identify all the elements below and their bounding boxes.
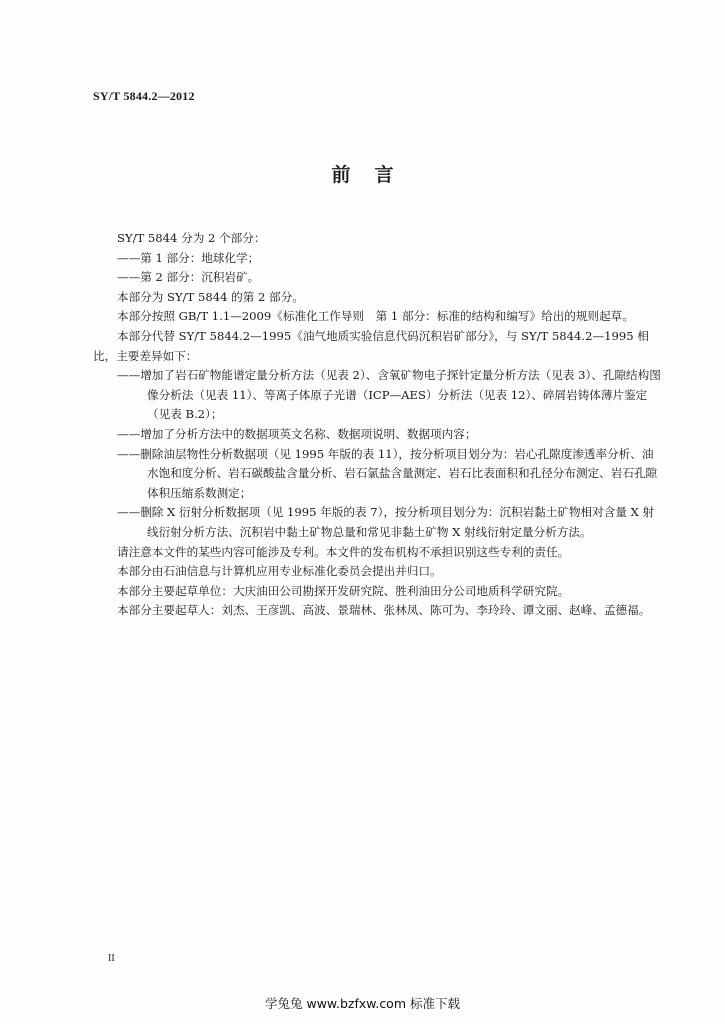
- footer-watermark-text: 学兔兔 www.bzfxw.com 标准下载: [265, 996, 460, 1011]
- paragraph-replaces: 本部分代替 SY/T 5844.2—1995《油气地质实验信息代码沉积岩矿部分》，与 SY/T 5844.2—1995 相比，主要差异如下：: [93, 328, 649, 363]
- list-item-change-3: ——删除油层物性分析数据项（见 1995 年版的表 11），按分析项目划分为：岩心孔隙度渗透率分析、油水饱和度分析、岩石碳酸盐含量分析、岩石氯盐含量测定、岩石比表面积和孔径分布测定、岩石孔隙体积压缩系数测定；: [117, 446, 658, 500]
- list-item-change-2: ——增加了分析方法中的数据项英文名称、数据项说明、数据项内容；: [117, 426, 477, 441]
- list-item-change-1: ——增加了岩石矿物能谱定量分析方法（见表 2）、含氧矿物电子探针定量分析方法（见表 3）、孔隙结构图像分析法（见表 11）、等离子体原子光谱（ICP—AES）分析法（见表 12）、碎屑岩铸体薄片鉴定（见表 B.2）；: [117, 368, 661, 422]
- standard-code: SY/T 5844.2—2012: [93, 89, 195, 103]
- page-number: II: [108, 953, 115, 964]
- paragraph-parts: SY/T 5844 分为 2 个部分：: [117, 231, 266, 245]
- list-item-part-2: ——第 2 部分：沉积岩矿。: [117, 270, 260, 285]
- paragraph-this-part: 本部分为 SY/T 5844 的第 2 部分。: [117, 289, 304, 304]
- paragraph-drafting-rules: 本部分按照 GB/T 1.1—2009《标准化工作导则 第 1 部分：标准的结构和编写》给出的规则起草。: [117, 309, 634, 324]
- list-item-change-4: ——删除 X 衍射分析数据项（见 1995 年版的表 7），按分析项目划分为：沉积岩黏土矿物相对含量 X 射线衍射分析方法、沉积岩中黏土矿物总量和常见非黏土矿物 X 射线衍射定量分析方法。: [117, 505, 655, 539]
- foreword-body: [93, 229, 663, 621]
- paragraph-proposed-by: 本部分由石油信息与计算机应用专业标准化委员会提出并归口。: [117, 564, 442, 579]
- page-title: 前言: [331, 164, 418, 186]
- list-item-part-1: ——第 1 部分：地球化学；: [117, 250, 260, 265]
- paragraph-drafting-units: 本部分主要起草单位：大庆油田公司勘探开发研究院、胜利油田分公司地质科学研究院。: [117, 583, 570, 598]
- paragraph-patent-notice: 请注意本文件的某些内容可能涉及专利。本文件的发布机构不承担识别这些专利的责任。: [117, 544, 570, 559]
- paragraph-drafters: 本部分主要起草人：刘杰、王彦凯、高波、景瑞林、张林凤、陈可为、李玲玲、谭文丽、赵峰、孟德福。: [117, 603, 651, 618]
